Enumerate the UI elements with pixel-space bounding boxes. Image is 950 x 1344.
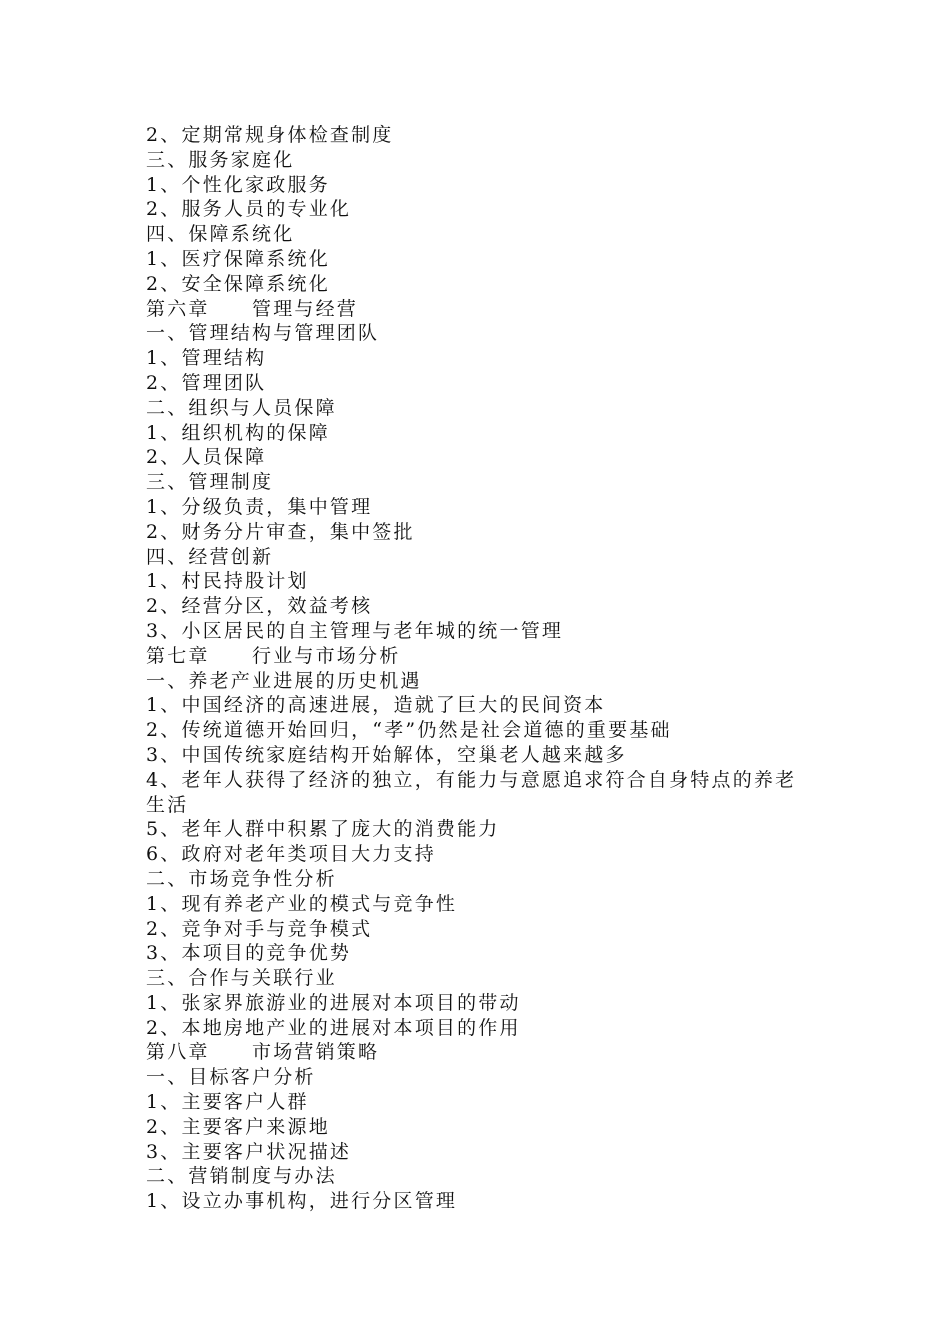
outline-line: 1、张家界旅游业的进展对本项目的带动 xyxy=(146,991,521,1014)
outline-line: 3、小区居民的自主管理与老年城的统一管理 xyxy=(146,619,564,642)
outline-line: 2、传统道德开始回归，“孝”仍然是社会道德的重要基础 xyxy=(146,719,672,742)
outline-line: 二、组织与人员保障 xyxy=(146,396,337,419)
outline-line: 5、老年人群中积累了庞大的消费能力 xyxy=(146,818,500,841)
outline-line: 三、服务家庭化 xyxy=(146,148,295,171)
outline-line: 1、村民持股计划 xyxy=(146,570,309,593)
outline-line: 4、老年人获得了经济的独立，有能力与意愿追求符合自身特点的养老生活 xyxy=(146,768,797,816)
outline-line: 1、个性化家政服务 xyxy=(146,173,330,196)
outline-line: 3、本项目的竞争优势 xyxy=(146,942,352,965)
outline-line: 1、组织机构的保障 xyxy=(146,421,330,444)
outline-line: 二、市场竞争性分析 xyxy=(146,867,337,890)
outline-line: 2、主要客户来源地 xyxy=(146,1115,330,1138)
outline-line: 2、安全保障系统化 xyxy=(146,272,330,295)
outline-line: 一、养老产业进展的历史机遇 xyxy=(146,669,422,692)
outline-line: 2、服务人员的专业化 xyxy=(146,198,352,221)
outline-list xyxy=(146,123,846,1214)
outline-line: 1、现有养老产业的模式与竞争性 xyxy=(146,892,458,915)
chapter-heading: 第六章 管理与经营 xyxy=(146,297,359,320)
outline-line: 2、竞争对手与竞争模式 xyxy=(146,917,373,940)
outline-line: 1、分级负责，集中管理 xyxy=(146,495,373,518)
outline-line: 3、中国传统家庭结构开始解体，空巢老人越来越多 xyxy=(146,743,627,766)
outline-line: 三、合作与关联行业 xyxy=(146,967,337,990)
outline-line: 1、中国经济的高速进展，造就了巨大的民间资本 xyxy=(146,694,606,717)
outline-line: 一、管理结构与管理团队 xyxy=(146,322,380,345)
outline-line: 1、主要客户人群 xyxy=(146,1091,309,1114)
chapter-heading: 第八章 市场营销策略 xyxy=(146,1041,380,1064)
outline-line: 1、医疗保障系统化 xyxy=(146,247,330,270)
outline-line: 二、营销制度与办法 xyxy=(146,1165,337,1188)
outline-line: 2、定期常规身体检查制度 xyxy=(146,124,394,146)
outline-line: 2、人员保障 xyxy=(146,446,267,469)
outline-line: 2、财务分片审查，集中签批 xyxy=(146,520,415,543)
outline-line: 2、本地房地产业的进展对本项目的作用 xyxy=(146,1016,521,1039)
outline-line: 一、目标客户分析 xyxy=(146,1066,316,1089)
outline-line: 1、设立办事机构，进行分区管理 xyxy=(146,1190,458,1213)
outline-line: 四、经营创新 xyxy=(146,545,274,568)
outline-line: 2、管理团队 xyxy=(146,371,267,394)
outline-line: 四、保障系统化 xyxy=(146,223,295,246)
outline-line: 2、经营分区，效益考核 xyxy=(146,595,373,618)
outline-line: 6、政府对老年类项目大力支持 xyxy=(146,843,436,866)
outline-line: 1、管理结构 xyxy=(146,347,267,370)
outline-line: 三、管理制度 xyxy=(146,471,274,494)
outline-line: 3、主要客户状况描述 xyxy=(146,1140,352,1163)
chapter-heading: 第七章 行业与市场分析 xyxy=(146,644,401,667)
